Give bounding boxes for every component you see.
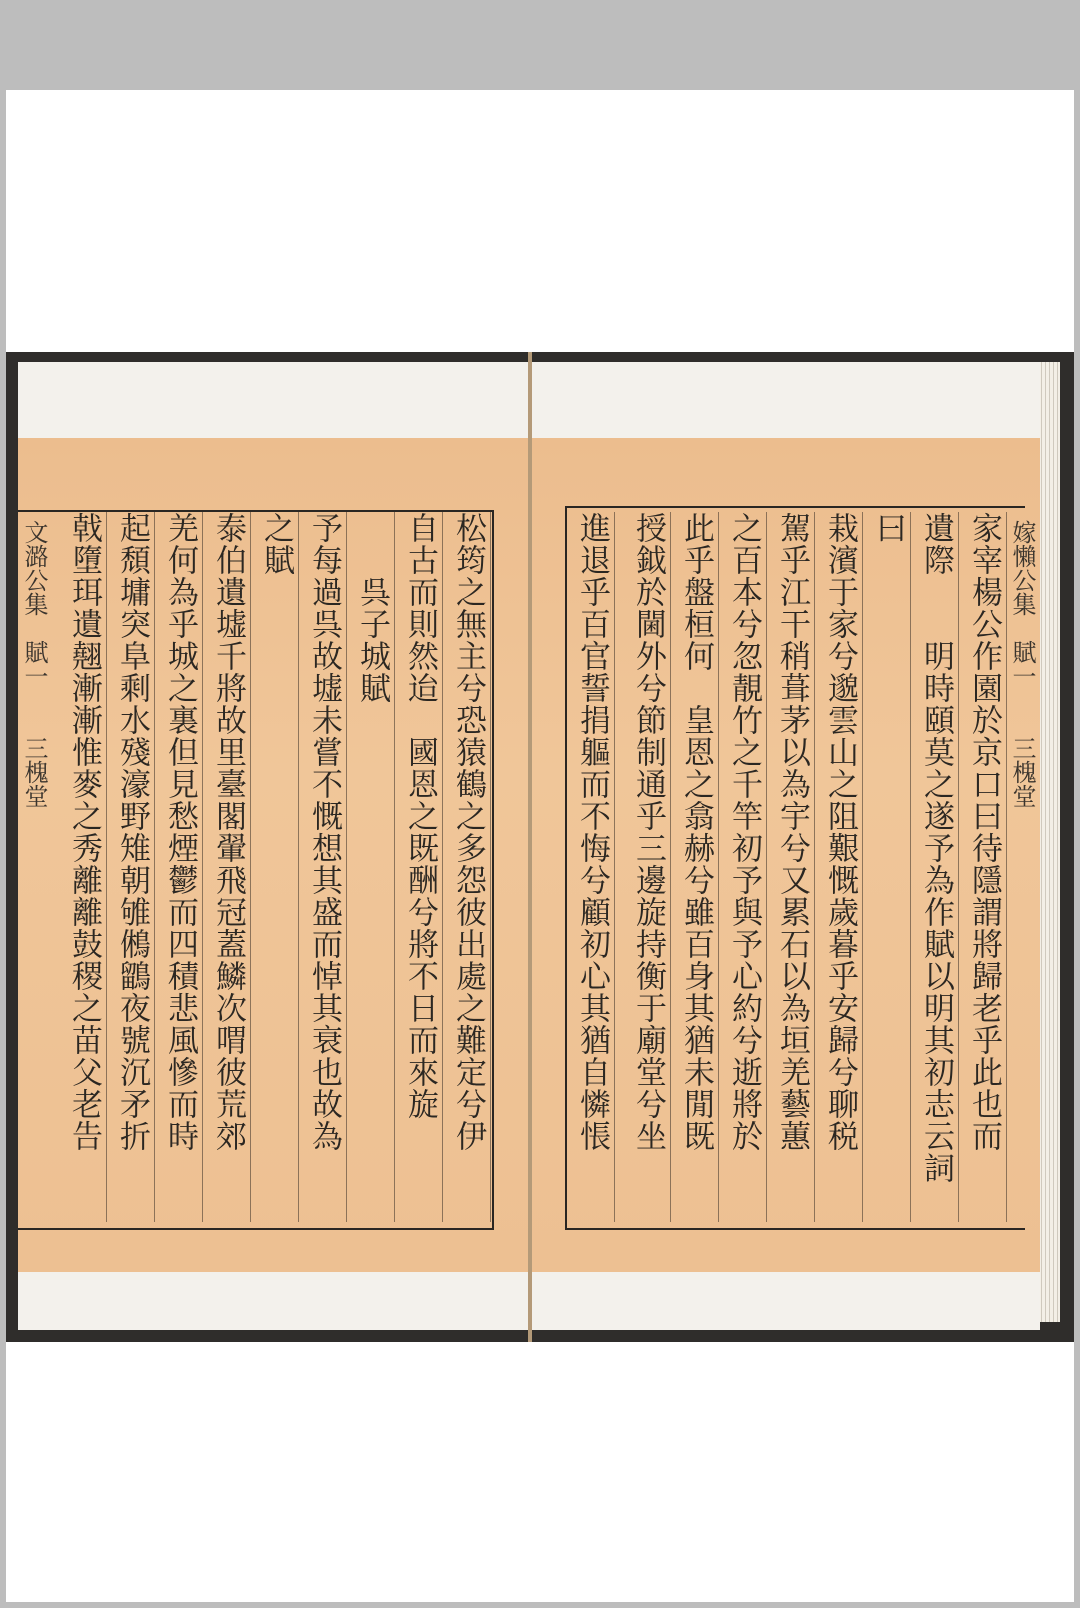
left-column-1: 松筠之無主兮恐猿鶴之多怨彼出處之難定兮伊	[446, 512, 491, 1222]
gutter	[528, 352, 532, 1342]
right-column-4: 栽濱于家兮邈雲山之阻艱慨歲暮乎安歸兮聊税	[818, 512, 863, 1222]
right-column-8: 授鉞於閫外兮節制通乎三邊旋持衡于廟堂兮坐	[626, 512, 671, 1222]
right-column-1: 家宰楊公作園於京口曰待隱謂將歸老乎此也而	[962, 512, 1007, 1222]
left-column-9: 戟墮珥遺翹漸漸惟麥之秀離離鼓稷之苗父老告	[62, 512, 107, 1222]
left-column-5: 之賦	[254, 512, 299, 1222]
left-column-3: 呉子城賦	[350, 512, 395, 1222]
left-column-2: 自古而則然迨 國恩之既酬兮將不日而來旋	[398, 512, 443, 1222]
right-margin-title: 嫁懶公集 賦一 三槐堂	[1008, 520, 1036, 808]
left-column-8: 起頹墉突阜剩水殘濠野雉朝雊鵂鶹夜號沉矛折	[110, 512, 155, 1222]
left-column-6: 泰伯遺墟千將故里臺閣翬飛冠蓋鱗次喟彼荒郊	[206, 512, 251, 1222]
right-column-6: 之百本兮忽靚竹之千竿初予與予心約兮逝將於	[722, 512, 767, 1222]
right-column-2: 遺際 明時頤莫之遂予為作賦以明其初志云詞	[914, 512, 959, 1222]
left-column-4: 予每過呉故墟未嘗不慨想其盛而悼其衰也故為	[302, 512, 347, 1222]
right-column-9: 進退乎百官誓捐軀而不悔兮顧初心其猶自憐悵	[570, 512, 615, 1222]
right-column-3: 曰	[866, 512, 911, 1222]
right-column-7: 此乎盤桓何 皇恩之翕赫兮雖百身其猶未閒既	[674, 512, 719, 1222]
right-column-5: 駕乎江干稍葺茅以為宇兮又累石以為垣羌藝蕙	[770, 512, 815, 1222]
left-column-7: 羌何為乎城之裏但見愁煙鬱而四積悲風慘而時	[158, 512, 203, 1222]
left-margin-title: 文潞公集 賦一 三槐堂	[20, 520, 48, 808]
